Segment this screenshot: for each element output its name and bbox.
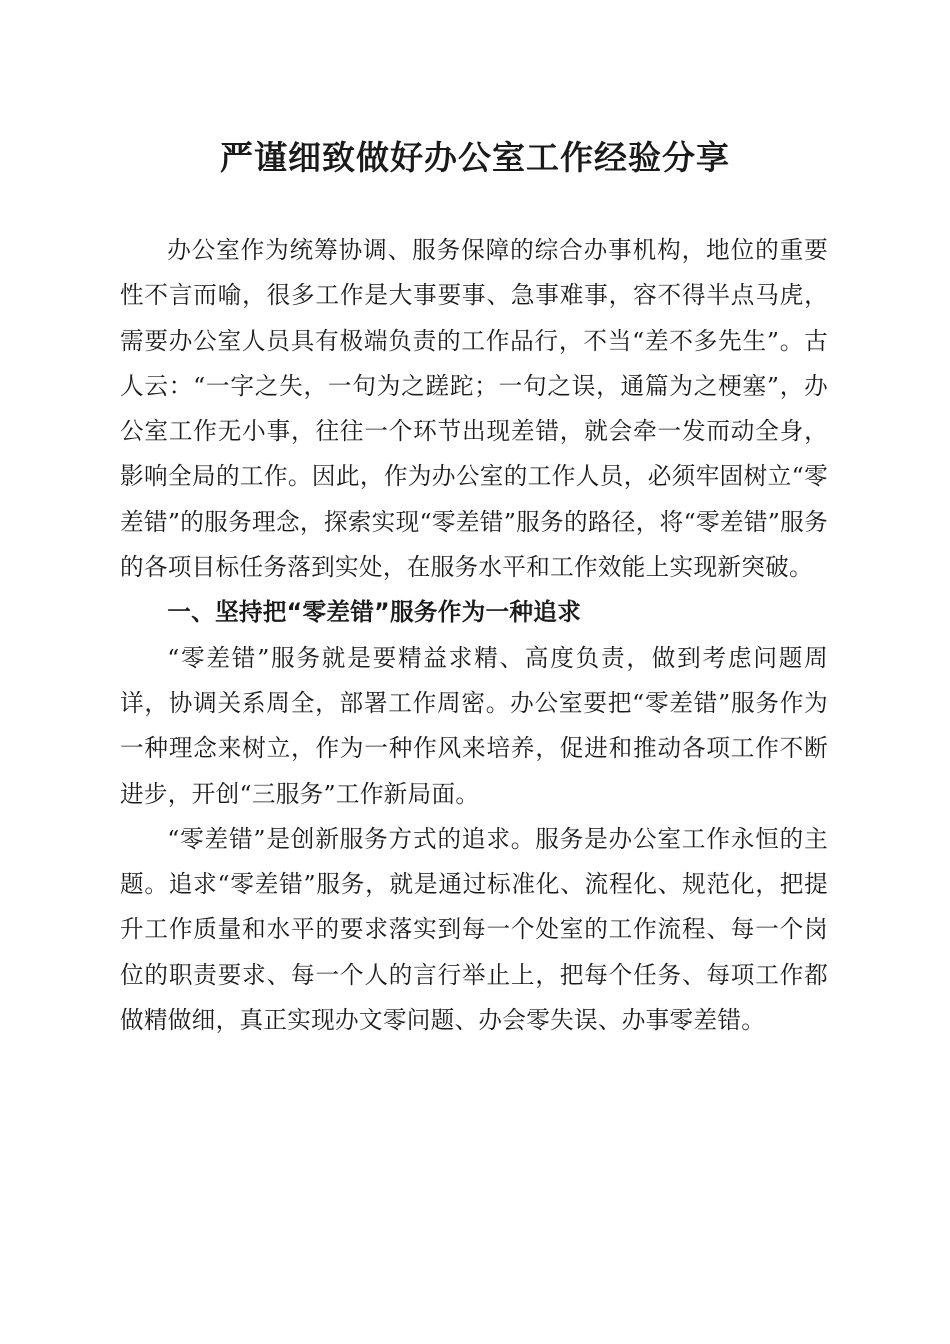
section1-paragraph-1: “零差错”服务就是要精益求精、高度负责，做到考虑问题周详，协调关系周全，部署工作周密。办公室要把“零差错”服务作为一种理念来树立，作为一种作风来培养，促进和推动各项工作不断进步，开创“三服务”工作新局面。	[120, 643, 828, 808]
intro-paragraph: 办公室作为统筹协调、服务保障的综合办事机构，地位的重要性不言而喻，很多工作是大事要事、急事难事，容不得半点马虎，需要办公室人员具有极端负责的工作品行，不当“差不多先生”。古人云：“一字之失，一句为之蹉跎；一句之误，通篇为之梗塞”，办公室工作无小事，往往一个环节出现差错，就会牵一发而动全身，影响全局的工作。因此，作为办公室的工作人员，必须牢固树立“零差错”的服务理念，探索实现“零差错”服务的路径，将“零差错”服务的各项目标任务落到实处，在服务水平和工作效能上实现新突破。	[120, 236, 828, 582]
section-heading-1: 一、坚持把“零差错”服务作为一种追求	[167, 598, 582, 627]
section1-paragraph-2: “零差错”是创新服务方式的追求。服务是办公室工作永恒的主题。追求“零差错”服务，就是通过标准化、流程化、规范化，把提升工作质量和水平的要求落实到每一个处室的工作流程、每一个岗位的职责要求、每一个人的言行举止上，把每个任务、每项工作都做精做细，真正实现办文零问题、办会零失误、办事零差错。	[120, 824, 828, 1035]
document-body	[120, 228, 828, 1043]
document-title: 严谨细致做好办公室工作经验分享	[220, 138, 730, 177]
